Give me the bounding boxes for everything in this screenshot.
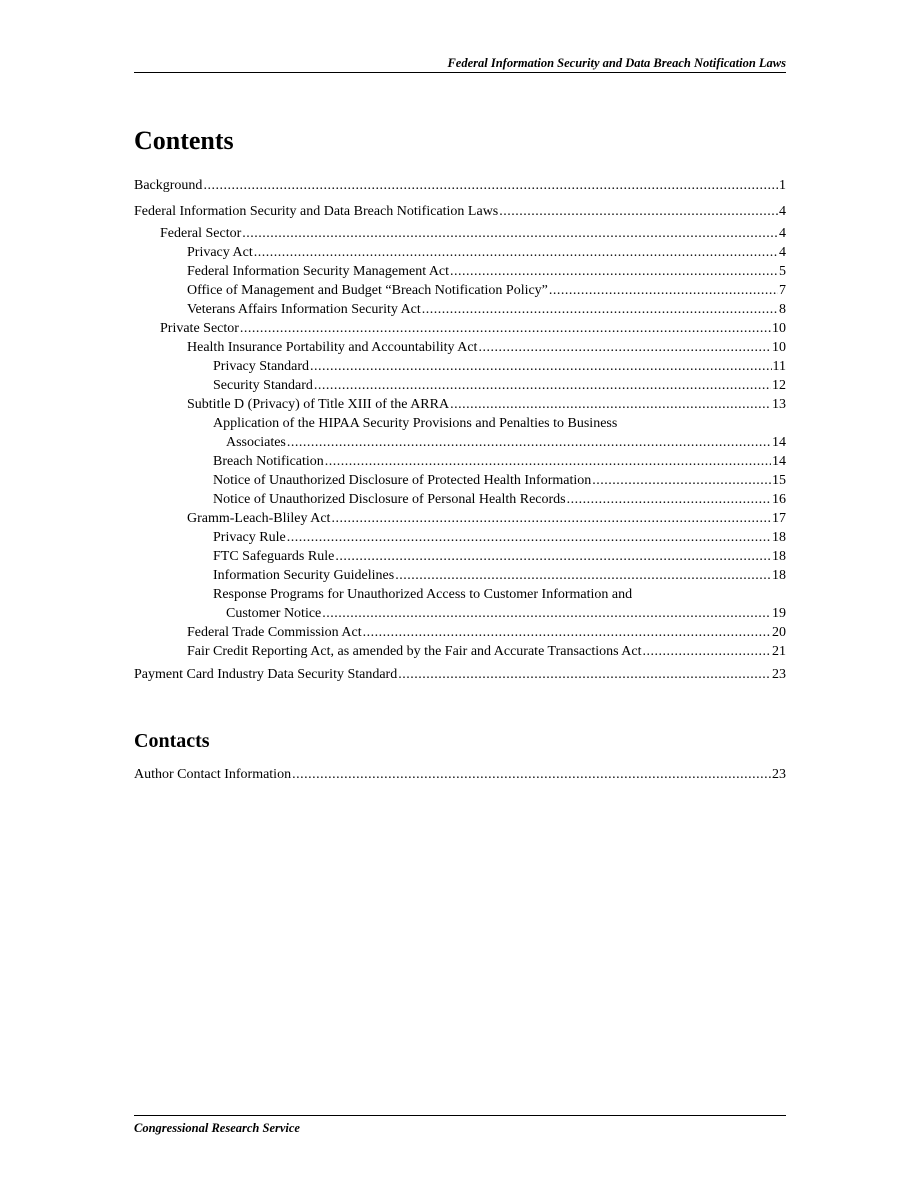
dot-leader bbox=[643, 642, 771, 661]
toc-entry-page: 21 bbox=[772, 644, 786, 659]
toc-entry-page: 7 bbox=[779, 283, 786, 298]
toc-entry[interactable] bbox=[134, 262, 786, 281]
dot-leader bbox=[310, 357, 771, 376]
toc-entry[interactable] bbox=[134, 376, 786, 395]
dot-leader bbox=[395, 566, 771, 585]
toc-entry-page: 4 bbox=[779, 204, 786, 219]
toc-entry[interactable] bbox=[134, 300, 786, 319]
dot-leader bbox=[203, 176, 778, 195]
toc-entry-page: 14 bbox=[772, 435, 786, 450]
toc-entry-title: Federal Sector bbox=[160, 226, 242, 241]
toc-entry[interactable] bbox=[134, 509, 786, 528]
running-footer-publisher: Congressional Research Service bbox=[134, 1121, 300, 1135]
toc-entry-page: 23 bbox=[772, 767, 786, 782]
toc-entry-page: 14 bbox=[772, 454, 786, 469]
toc-entry-title: Payment Card Industry Data Security Standard bbox=[134, 667, 398, 682]
dot-leader bbox=[450, 262, 778, 281]
toc-entry-title-line[interactable]: Response Programs for Unauthorized Access to Customer Information and bbox=[213, 587, 633, 602]
toc-entry-page: 19 bbox=[772, 606, 786, 621]
dot-leader bbox=[422, 300, 778, 319]
toc-entry-title: Office of Management and Budget “Breach Notification Policy” bbox=[187, 283, 548, 298]
toc-entry-title: Background bbox=[134, 178, 203, 193]
toc-entry-page: 13 bbox=[772, 397, 786, 412]
toc-entry[interactable] bbox=[134, 281, 786, 300]
toc-entry[interactable] bbox=[134, 224, 786, 243]
dot-leader bbox=[292, 765, 771, 784]
toc-entry[interactable] bbox=[134, 452, 786, 471]
dot-leader bbox=[592, 471, 771, 490]
dot-leader bbox=[478, 338, 771, 357]
toc-entry[interactable] bbox=[134, 528, 786, 547]
toc-entry-page: 11 bbox=[772, 359, 786, 374]
footer-rule bbox=[134, 1115, 786, 1116]
toc-entry-title: Federal Trade Commission Act bbox=[187, 625, 362, 640]
dot-leader bbox=[549, 281, 778, 300]
toc-entry[interactable] bbox=[134, 490, 786, 509]
dot-leader bbox=[322, 604, 771, 623]
dot-leader bbox=[314, 376, 771, 395]
toc-entry-page: 8 bbox=[779, 302, 786, 317]
dot-leader bbox=[450, 395, 771, 414]
toc-entry-title: Privacy Rule bbox=[213, 530, 286, 545]
dot-leader bbox=[331, 509, 771, 528]
toc-entry[interactable] bbox=[134, 547, 786, 566]
dot-leader bbox=[335, 547, 771, 566]
dot-leader bbox=[240, 319, 771, 338]
dot-leader bbox=[325, 452, 771, 471]
toc-entry[interactable] bbox=[134, 604, 786, 623]
toc-entry-title: Notice of Unauthorized Disclosure of Protected Health Information bbox=[213, 473, 592, 488]
toc-entry-page: 23 bbox=[772, 667, 786, 682]
toc-entry[interactable] bbox=[134, 243, 786, 262]
toc-entry-title: Health Insurance Portability and Accountability Act bbox=[187, 340, 478, 355]
toc-entry-page: 10 bbox=[772, 321, 786, 336]
running-header-title: Federal Information Security and Data Breach Notification Laws bbox=[447, 56, 786, 70]
dot-leader bbox=[287, 528, 771, 547]
toc-entry-page: 17 bbox=[772, 511, 786, 526]
toc-entry-title: Subtitle D (Privacy) of Title XIII of the ARRA bbox=[187, 397, 450, 412]
toc-entry-title: Federal Information Security Management Act bbox=[187, 264, 450, 279]
toc-entry[interactable] bbox=[134, 357, 786, 376]
toc-entry-title: Author Contact Information bbox=[134, 767, 292, 782]
toc-entry-page: 15 bbox=[772, 473, 786, 488]
toc-entry[interactable] bbox=[134, 665, 786, 684]
dot-leader bbox=[398, 665, 771, 684]
toc-entry[interactable] bbox=[134, 338, 786, 357]
toc-entry-title: Breach Notification bbox=[213, 454, 324, 469]
toc-entry-title: Privacy Act bbox=[187, 245, 253, 260]
toc-entry[interactable] bbox=[134, 433, 786, 452]
toc-entry-title: Information Security Guidelines bbox=[213, 568, 395, 583]
toc-entry-page: 10 bbox=[772, 340, 786, 355]
toc-entry-page: 12 bbox=[772, 378, 786, 393]
toc-entry[interactable] bbox=[134, 176, 786, 195]
dot-leader bbox=[567, 490, 771, 509]
dot-leader bbox=[287, 433, 771, 452]
contents-heading: Contents bbox=[134, 126, 234, 155]
toc-entry[interactable] bbox=[134, 642, 786, 661]
toc-entry-title: Privacy Standard bbox=[213, 359, 310, 374]
toc-entry[interactable] bbox=[134, 202, 786, 221]
toc-entry-title: Federal Information Security and Data Breach Notification Laws bbox=[134, 204, 499, 219]
toc-entry-title-line[interactable]: Application of the HIPAA Security Provisions and Penalties to Business bbox=[213, 416, 618, 431]
dot-leader bbox=[363, 623, 771, 642]
toc-entry-page: 5 bbox=[779, 264, 786, 279]
toc-entry-title: Security Standard bbox=[213, 378, 313, 393]
toc-entry-title-continuation: Customer Notice bbox=[226, 606, 322, 621]
toc-entry-page: 4 bbox=[779, 226, 786, 241]
toc-entry-page: 18 bbox=[772, 568, 786, 583]
toc-entry[interactable] bbox=[134, 765, 786, 784]
dot-leader bbox=[242, 224, 778, 243]
toc-entry[interactable] bbox=[134, 566, 786, 585]
toc-entry-page: 1 bbox=[779, 178, 786, 193]
toc-entry-page: 16 bbox=[772, 492, 786, 507]
toc-entry-page: 18 bbox=[772, 549, 786, 564]
toc-entry-title: Notice of Unauthorized Disclosure of Personal Health Records bbox=[213, 492, 566, 507]
toc-entry-page: 4 bbox=[779, 245, 786, 260]
toc-entry[interactable] bbox=[134, 623, 786, 642]
toc-entry[interactable] bbox=[134, 471, 786, 490]
toc-entry-title: Gramm-Leach-Bliley Act bbox=[187, 511, 331, 526]
toc-entry-page: 18 bbox=[772, 530, 786, 545]
dot-leader bbox=[499, 202, 778, 221]
toc-entry-title: Private Sector bbox=[160, 321, 239, 336]
dot-leader bbox=[254, 243, 778, 262]
contacts-heading: Contacts bbox=[134, 730, 210, 752]
toc-entry-page: 20 bbox=[772, 625, 786, 640]
toc-entry-title: Veterans Affairs Information Security Act bbox=[187, 302, 421, 317]
toc-entry-title-continuation: Associates bbox=[226, 435, 286, 450]
toc-entry-title: Fair Credit Reporting Act, as amended by the Fair and Accurate Transactions Act bbox=[187, 644, 642, 659]
toc-entry[interactable] bbox=[134, 395, 786, 414]
toc-entry-title: FTC Safeguards Rule bbox=[213, 549, 335, 564]
toc-entry[interactable] bbox=[134, 319, 786, 338]
header-rule bbox=[134, 72, 786, 73]
